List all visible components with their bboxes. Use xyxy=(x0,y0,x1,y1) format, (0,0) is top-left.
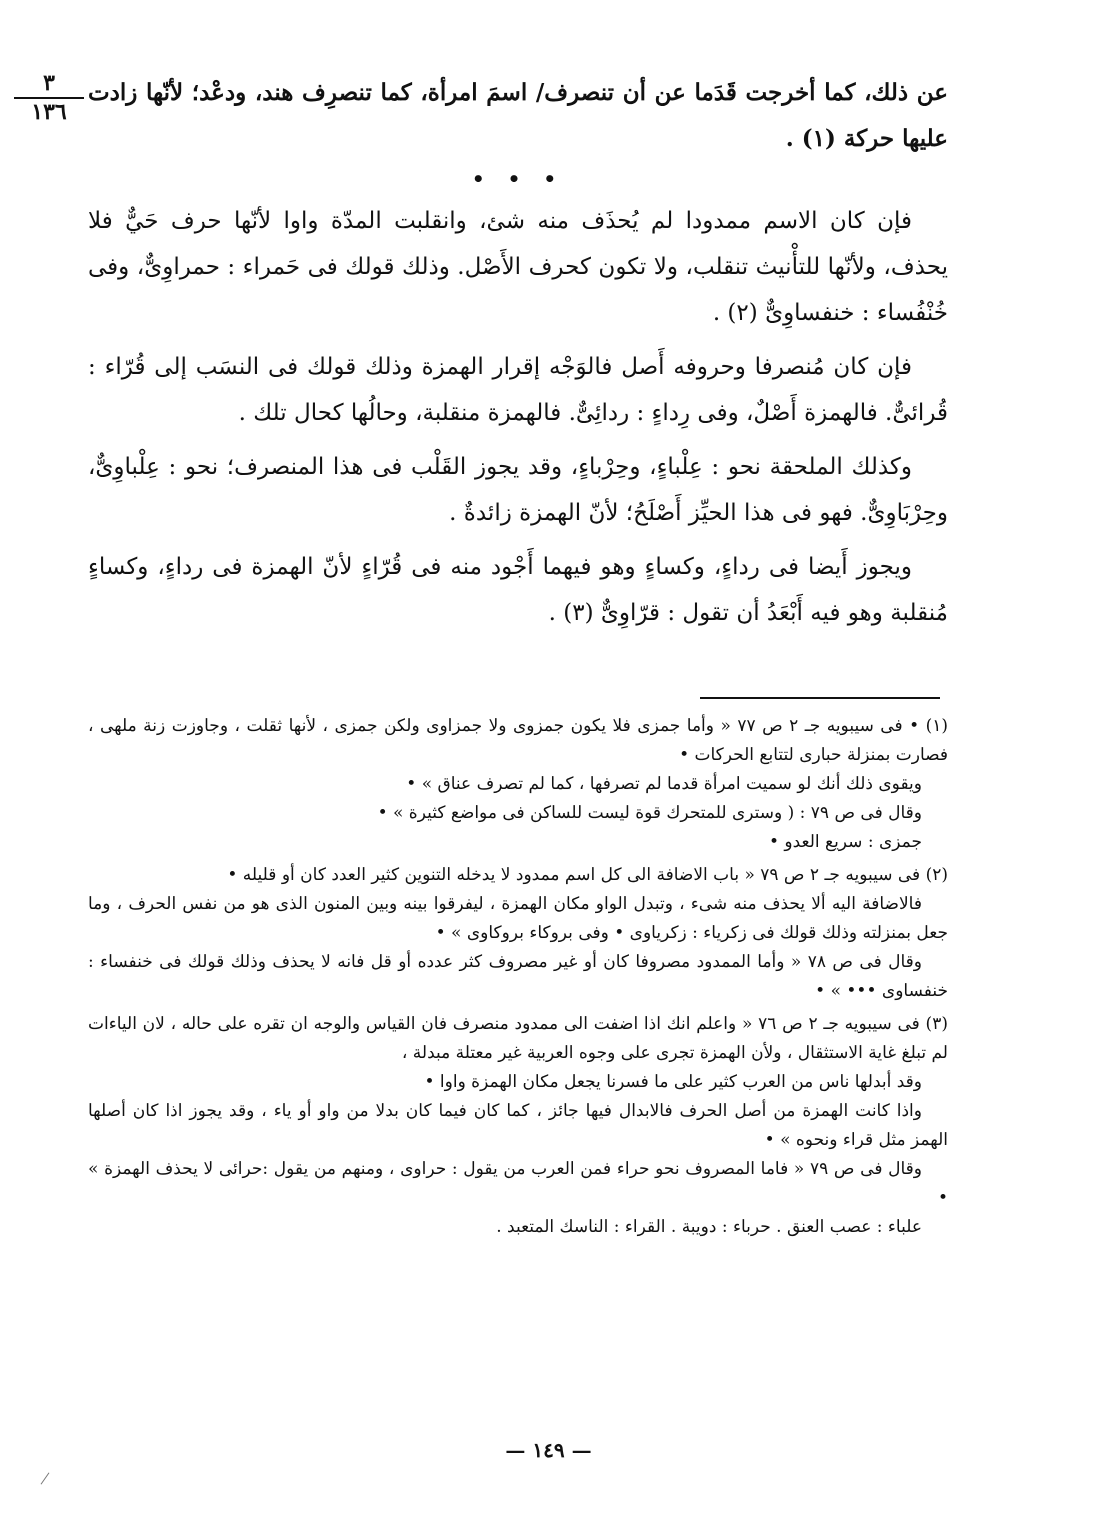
footnote-2-line: وقال فى ص ٧٨ « وأما الممدود مصروفا كان أو غير مصروف كثر عدده أو قل فانه لا يحذف وذلك قولك فى خنفساء : خنفساوى ••• » • xyxy=(88,952,948,1001)
footnote-2-line: فالاضافة اليه ألا يحذف منه شىء ، وتبدل الواو مكان الهمزة ، ليفرقوا بينه وبين المنون الذى هو من نفس الحرف ، وما جعل بمنزلته وذلك قولك فى زكرياء : زكرياوى • وفى بروكاء بروكاوى » • xyxy=(88,894,948,943)
page-number: — ١٤٩ — xyxy=(505,1438,592,1462)
paragraph-3: فإن كان مُنصرفا وحروفه أَصل فالوَجْه إقرار الهمزة وذلك قولك فى النسَب إلى قُرّاء : قُرائىٌّ. فالهمزة أَصْلٌ، وفى رِداءٍ : ردائِىٌّ. فالهمزة منقلبة، وحالُها كحال تلك . xyxy=(88,354,948,426)
footnote-1-line: جمزى : سريع العدو • xyxy=(768,832,922,852)
footnote-2: (٢) فى سيبويه جـ ٢ ص ٧٩ « باب الاضافة الى كل اسم ممدود لا يدخله التنوين كثير العدد كان أو قليله • xyxy=(227,865,948,885)
margin-ref-top: ٣ xyxy=(14,72,84,99)
footnote-1: (١) • فى سيبويه جـ ٢ ص ٧٧ « وأما جمزى فلا يكون جمزوى ولا جمزاوى ولكن جمزى ، لأنها ثقلت ، وجاوزت زنة ملهى ، فصارت بمنزلة حبارى لتتابع الحركات • xyxy=(88,716,948,765)
main-text xyxy=(88,70,948,636)
footnote-3: (٣) فى سيبويه جـ ٢ ص ٧٦ « واعلم انك اذا اضفت الى ممدود منصرف فان القياس والوجه ان تقره على حاله ، لان الياءات لم تبلغ غاية الاستثقال ، ولأن الهمزة تجرى على وجوه العربية غير معتلة مبدلة ، xyxy=(88,1014,948,1063)
footnote-3-line: وقد أبدلها ناس من العرب كثير على ما فسرنا يجعل مكان الهمزة واوا • xyxy=(424,1072,922,1092)
footnote-1-line: ويقوى ذلك أنك لو سميت امرأة قدما لم تصرفها ، كما لم تصرف عناق » • xyxy=(406,774,922,794)
footnote-divider xyxy=(700,697,940,699)
footnote-3-line: وقال فى ص ٧٩ « فاما المصروف نحو حراء فمن العرب من يقول : حراوى ، ومنهم من يقول :حرائى لا يحذف الهمزة » • xyxy=(88,1159,948,1208)
paragraph-5: ويجوز أَيضا فى رداءٍ، وكساءٍ وهو فيهما أَجْود منه فى قُرّاءٍ لأنّ الهمزة فى رداءٍ، وكساءٍ مُنقلبة وهو فيه أَبْعَدُ أن تقول : قرّاوِىٌّ (٣) . xyxy=(88,554,948,626)
footnote-1-line: وقال فى ص ٧٩ : ( وسترى للمتحرك قوة ليست للساكن فى مواضع كثيرة » • xyxy=(377,803,922,823)
footnote-3-line: واذا كانت الهمزة من أصل الحرف فالابدال فيها جائز ، كما كان فيما كان بدلا من واو أو ياء ، وقد يجوز اذا كان أصلها الهمز مثل قراء ونحوه » • xyxy=(88,1101,948,1150)
scan-mark xyxy=(41,1472,50,1484)
section-separator: • • • xyxy=(471,167,565,191)
footnote-glossary: علباء : عصب العنق . حرباء : دويبة . القراء : الناسك المتعبد . xyxy=(496,1217,922,1237)
margin-ref-bottom: ١٣٦ xyxy=(31,99,67,126)
footnotes xyxy=(88,712,948,1242)
paragraph-2: فإن كان الاسم ممدودا لم يُحذَف منه شئ، وانقلبت المدّة واوا لأنّها حرف حَيٌّ فلا يحذف، ولأنّها للتأْنيث تنقلب، ولا تكون كحرف الأَصْل. وذلك قولك فى حَمراء : حمراوِىٌّ، وفى خُنْفُساء : خنفساوِىٌّ (٢) . xyxy=(88,208,948,326)
margin-page-reference xyxy=(14,72,84,124)
paragraph-4: وكذلك الملحقة نحو : عِلْباءٍ، وحِرْباءٍ، وقد يجوز القَلْب فى هذا المنصرف؛ نحو : عِلْباوِىٌّ، وحِرْبَاوِىٌّ. فهو فى هذا الحيِّز أَصْلَحُ؛ لأنّ الهمزة زائدةٌ . xyxy=(88,454,948,526)
paragraph-1: عن ذلك، كما أخرجت قَدَما عن أن تنصرف/ اسمَ امرأة، كما تنصرِف هند، ودعْد؛ لأنّها زادت عليها حركة (١) . xyxy=(88,79,948,152)
